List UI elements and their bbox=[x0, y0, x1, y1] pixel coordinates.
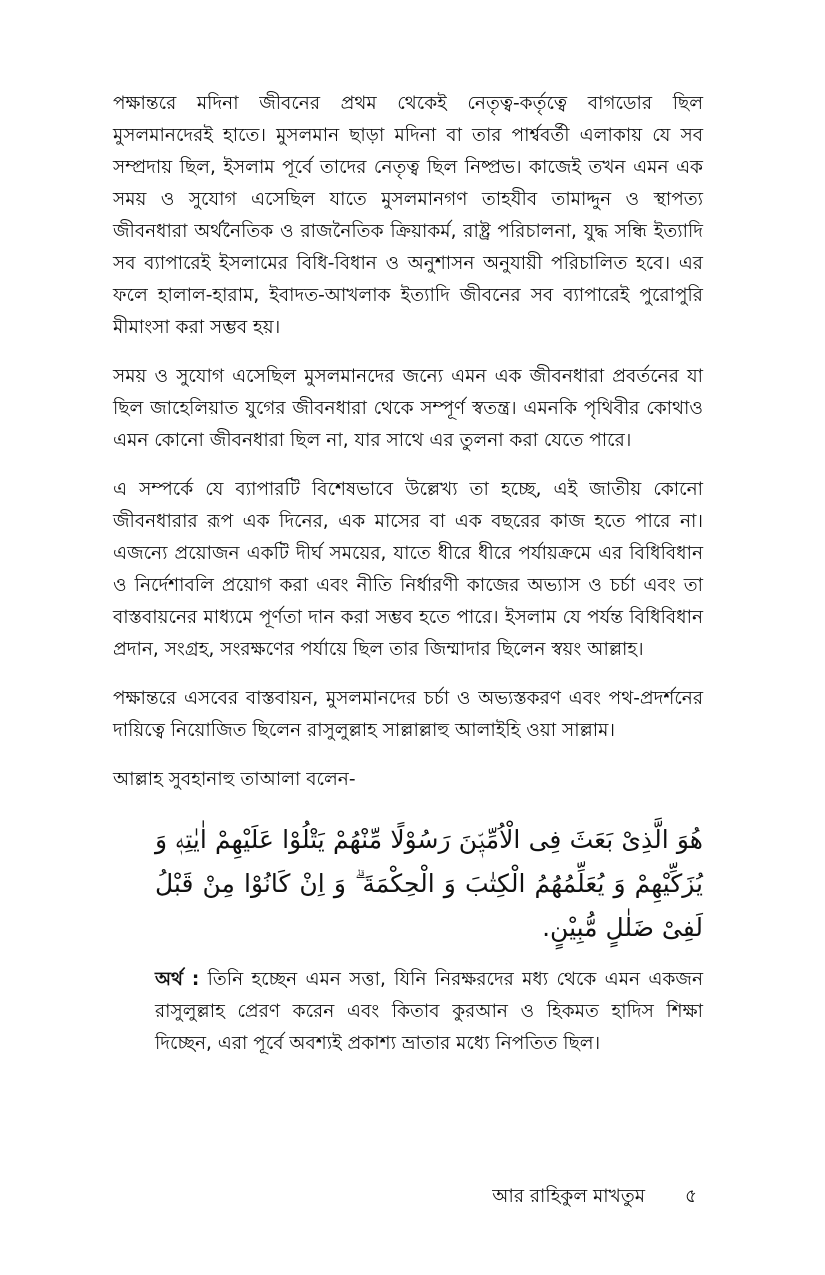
paragraph-3: এ সম্পর্কে যে ব্যাপারটি বিশেষভাবে উল্লেখ্য তা হচ্ছে, এই জাতীয় কোনো জীবনধারার রূপ এক দিনের, এক মাসের বা এক বছরের কাজ হতে পারে না। এজন্যে প্রয়োজন একটি দীর্ঘ সময়ের, যাতে ধীরে ধীরে পর্যায়ক্রমে এর বিধিবিধান ও নির্দেশাবলি প্রয়োগ করা এবং নীতি নির্ধারণী কাজের অভ্যাস ও চর্চা এবং তা বাস্তবায়নের মাধ্যমে পূর্ণতা দান করা সম্ভব হতে পারে। ইসলাম যে পর্যন্ত বিধিবিধান প্রদান, সংগ্রহ, সংরক্ষণের পর্যায়ে ছিল তার জিম্মাদার ছিলেন স্বয়ং আল্লাহ। bbox=[113, 479, 703, 660]
arabic-verse: هُوَ الَّذِیْ بَعَثَ فِی الْاُمِّیّٖنَ رَسُوْلًا مِّنْهُمْ یَتْلُوْا عَلَیْهِمْ اٰیٰتِهٖ وَ یُزَكِّیْهِمْ وَ یُعَلِّمُهُمُ الْكِتٰبَ وَ الْحِكْمَةَ ۗ وَ اِنْ كَانُوْا مِنْ قَبْلُ لَفِیْ ضَلٰلٍ مُّبِیْنٍ. bbox=[155, 825, 703, 942]
quran-quote bbox=[155, 818, 703, 1060]
meaning-label: অর্থ : bbox=[155, 969, 200, 990]
verse-meaning bbox=[155, 964, 703, 1060]
meaning-text: তিনি হচ্ছেন এমন সত্তা, যিনি নিরক্ষরদের মধ্য থেকে এমন একজন রাসুলুল্লাহ প্রেরণ করেন এবং কিতাব কুরআন ও হিকমত হাদিস শিক্ষা দিচ্ছেন, এরা পূর্বে অবশ্যই প্রকাশ্য ভ্রাতার মধ্যে নিপতিত ছিল। bbox=[155, 969, 703, 1054]
book-title: আর রাহিকুল মাখতুম bbox=[492, 1186, 645, 1207]
quote-intro: আল্লাহ সুবহানাহু তাআলা বলেন- bbox=[113, 769, 356, 790]
page-footer bbox=[492, 1182, 697, 1213]
page-number: ৫ bbox=[684, 1186, 697, 1207]
paragraph-1: পক্ষান্তরে মদিনা জীবনের প্রথম থেকেই নেতৃত্ব-কর্তৃত্বে বাগডোর ছিল মুসলমানদেরই হাতে। মুসলমান ছাড়া মদিনা বা তার পার্শ্ববর্তী এলাকায় যে সব সম্প্রদায় ছিল, ইসলাম পূর্বে তাদের নেতৃত্ব ছিল নিষ্প্রভ। কাজেই তখন এমন এক সময় ও সুযোগ এসেছিল যাতে মুসলমানগণ তাহযীব তামাদ্দুন ও স্থাপত্য জীবনধারা অর্থনৈতিক ও রাজনৈতিক ক্রিয়াকর্ম, রাষ্ট্র পরিচালনা, যুদ্ধ সন্ধি ইত্যাদি সব ব্যাপারেই ইসলামের বিধি-বিধান ও অনুশাসন অনুযায়ী পরিচালিত হবে। এর ফলে হালাল-হারাম, ইবাদত-আখলাক ইত্যাদি জীবনের সব ব্যাপারেই পুরোপুরি মীমাংসা করা সম্ভব হয়। bbox=[113, 93, 703, 338]
paragraph-4: পক্ষান্তরে এসবের বাস্তবায়ন, মুসলমানদের চর্চা ও অভ্যস্তকরণ এবং পথ-প্রদর্শনের দায়িত্বে নিয়োজিত ছিলেন রাসুলুল্লাহ সাল্লাল্লাহু আলাইহি ওয়া সাল্লাম। bbox=[113, 688, 703, 741]
page-body bbox=[113, 88, 703, 1060]
paragraph-2: সময় ও সুযোগ এসেছিল মুসলমানদের জন্যে এমন এক জীবনধারা প্রবর্তনের যা ছিল জাহেলিয়াত যুগের জীবনধারা থেকে সম্পূর্ণ স্বতন্ত্র। এমনকি পৃথিবীর কোথাও এমন কোনো জীবনধারা ছিল না, যার সাথে এর তুলনা করা যেতে পারে। bbox=[113, 366, 703, 451]
